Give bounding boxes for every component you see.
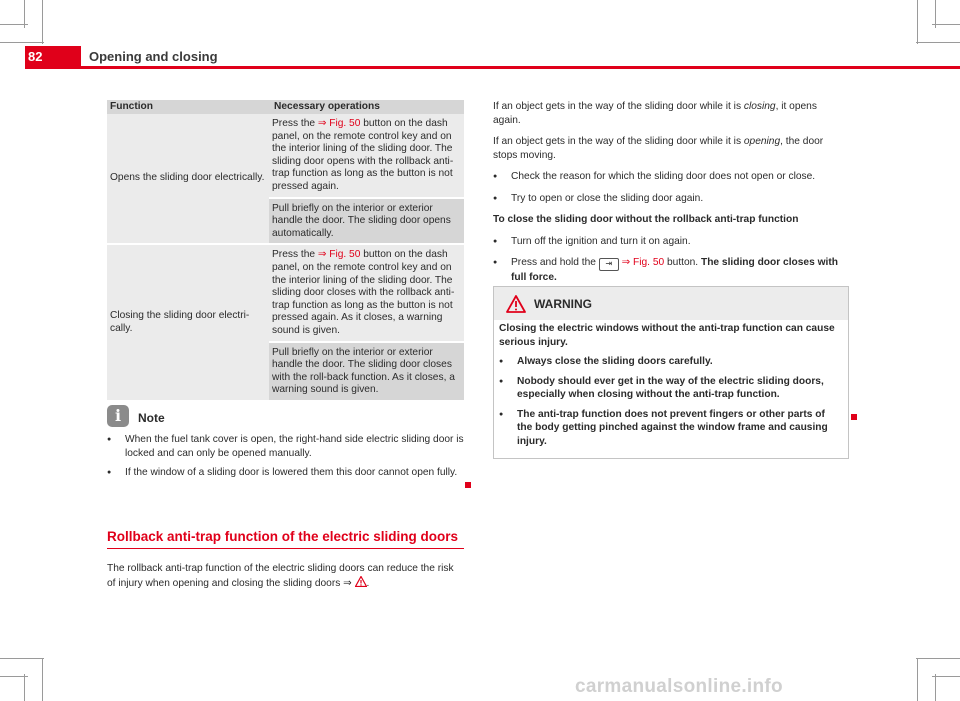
note-box xyxy=(107,405,467,480)
crop-mark xyxy=(42,658,43,701)
column-header-function: Function xyxy=(110,101,154,112)
operation-step xyxy=(269,341,464,400)
crop-mark xyxy=(917,658,918,701)
operation-text: button on the dash panel, on the remote control key and on the interior lining of the sliding door. The sliding door opens with the rollback anti-trap function as long as the button is not pressed again. xyxy=(272,118,454,192)
paragraph-text: The rollback anti-trap function of the electric sliding doors can reduce the risk of injury when opening and closing the sliding doors ⇒ xyxy=(107,563,454,589)
paragraph-text: If an object gets in the way of the sliding door while it is xyxy=(493,101,744,112)
crop-mark xyxy=(0,658,44,659)
watermark: carmanualsonline.info xyxy=(575,676,783,697)
operation-step xyxy=(269,114,464,197)
crop-mark xyxy=(916,658,960,659)
operation-text: Pull briefly on the interior or exterior handle the door. The sliding door closes with the roll-back function. As it closes, a warning sound is given. xyxy=(272,346,455,396)
note-header xyxy=(107,405,467,427)
crop-mark xyxy=(24,0,25,28)
warning-box xyxy=(493,286,849,459)
header-divider xyxy=(25,66,960,69)
warning-item: ● Always close the sliding doors carefully. xyxy=(499,355,842,369)
page-number: 82 xyxy=(25,46,81,68)
paragraph-text: , it opens again. xyxy=(493,101,817,126)
paragraph xyxy=(493,135,847,162)
function-text: Opens the sliding door electrically. xyxy=(110,172,265,184)
operation-text: Press the xyxy=(272,118,318,129)
crop-mark xyxy=(932,676,960,677)
list-text: button. xyxy=(664,257,701,268)
list-text: Press and hold the xyxy=(511,257,599,268)
info-icon: i xyxy=(107,405,129,427)
crop-mark xyxy=(932,24,960,25)
operation-text: Pull briefly on the interior or exterior handle the door. The sliding door opens automatically. xyxy=(272,202,451,239)
list-item: ● Try to open or close the sliding door again. xyxy=(493,192,847,206)
warning-ref-icon[interactable] xyxy=(355,576,367,587)
list-item: ● Check the reason for which the sliding door does not open or close. xyxy=(493,170,847,184)
crop-mark xyxy=(24,674,25,701)
operations-cell xyxy=(269,114,464,243)
page-title: Opening and closing xyxy=(89,49,218,64)
operations-cell xyxy=(269,245,464,400)
note-item: ● If the window of a sliding door is lowered them this door cannot open fully. xyxy=(107,466,467,480)
crop-mark xyxy=(0,42,44,43)
subheading: To close the sliding door without the rollback anti-trap function xyxy=(493,214,799,225)
paragraph xyxy=(493,100,847,127)
warning-body xyxy=(494,320,848,458)
warning-title: WARNING xyxy=(534,296,592,311)
function-text: Closing the sliding door electrically. xyxy=(110,310,250,334)
emphasis-text: opening xyxy=(743,136,781,147)
figure-link[interactable]: ⇒ Fig. 50 xyxy=(621,257,665,268)
figure-link[interactable]: ⇒ Fig. 50 xyxy=(317,118,361,129)
operations-table xyxy=(107,100,464,402)
section-end-icon xyxy=(851,414,857,420)
function-cell xyxy=(107,245,269,400)
list-item: ● Turn off the ignition and turn it on again. xyxy=(493,235,847,249)
column-header-operations: Necessary operations xyxy=(274,101,380,112)
operation-step xyxy=(269,197,464,244)
note-title: Note xyxy=(138,411,165,426)
section-heading: Rollback anti-trap function of the electric sliding doors xyxy=(107,529,464,549)
warning-intro: Closing the electric windows without the anti-trap function can cause serious injury. xyxy=(499,323,835,348)
table-row-close xyxy=(107,245,464,402)
note-item: ● When the fuel tank cover is open, the right-hand side electric sliding door is locked and can only be opened manually. xyxy=(107,433,467,460)
list-text-bold: The sliding door closes with full force. xyxy=(511,257,838,283)
figure-link[interactable]: ⇒ Fig. 50 xyxy=(317,249,361,261)
operation-step xyxy=(269,245,464,340)
crop-mark xyxy=(935,674,936,701)
function-cell xyxy=(107,114,269,243)
crop-mark xyxy=(935,0,936,28)
crop-mark xyxy=(42,0,43,44)
warning-item: ● The anti-trap function does not prevent fingers or other parts of the body getting pinched against the window frame and causing injury. xyxy=(499,408,842,449)
paragraph-text: , the door stops moving. xyxy=(493,136,824,161)
warning-item: ● Nobody should ever get in the way of the electric sliding doors, especially when closing without the anti-trap function. xyxy=(499,375,842,402)
paragraph-text: If an object gets in the way of the sliding door while it is xyxy=(493,136,744,147)
sliding-door-key-icon: ⇥ xyxy=(599,258,619,271)
emphasis-text: closing xyxy=(743,101,776,112)
table-header xyxy=(107,100,464,114)
right-column xyxy=(493,100,847,293)
section-paragraph: The rollback anti-trap function of the electric sliding doors can reduce the risk of injury when opening and closing the sliding doors ⇒ . xyxy=(107,563,454,589)
warning-header xyxy=(494,287,848,320)
crop-mark xyxy=(917,0,918,44)
operation-text: Press the xyxy=(272,249,318,261)
section-end-icon xyxy=(465,482,471,488)
operation-text: button on the dash panel, on the remote control key and on the interior lining of the sliding door. The sliding door closes with the rollback anti-trap function as long as the button is not pressed again. As it closes, a warning sound is given. xyxy=(272,249,455,336)
crop-mark xyxy=(916,42,960,43)
table-row-open xyxy=(107,114,464,245)
list-item xyxy=(493,256,847,285)
warning-icon xyxy=(506,295,526,313)
